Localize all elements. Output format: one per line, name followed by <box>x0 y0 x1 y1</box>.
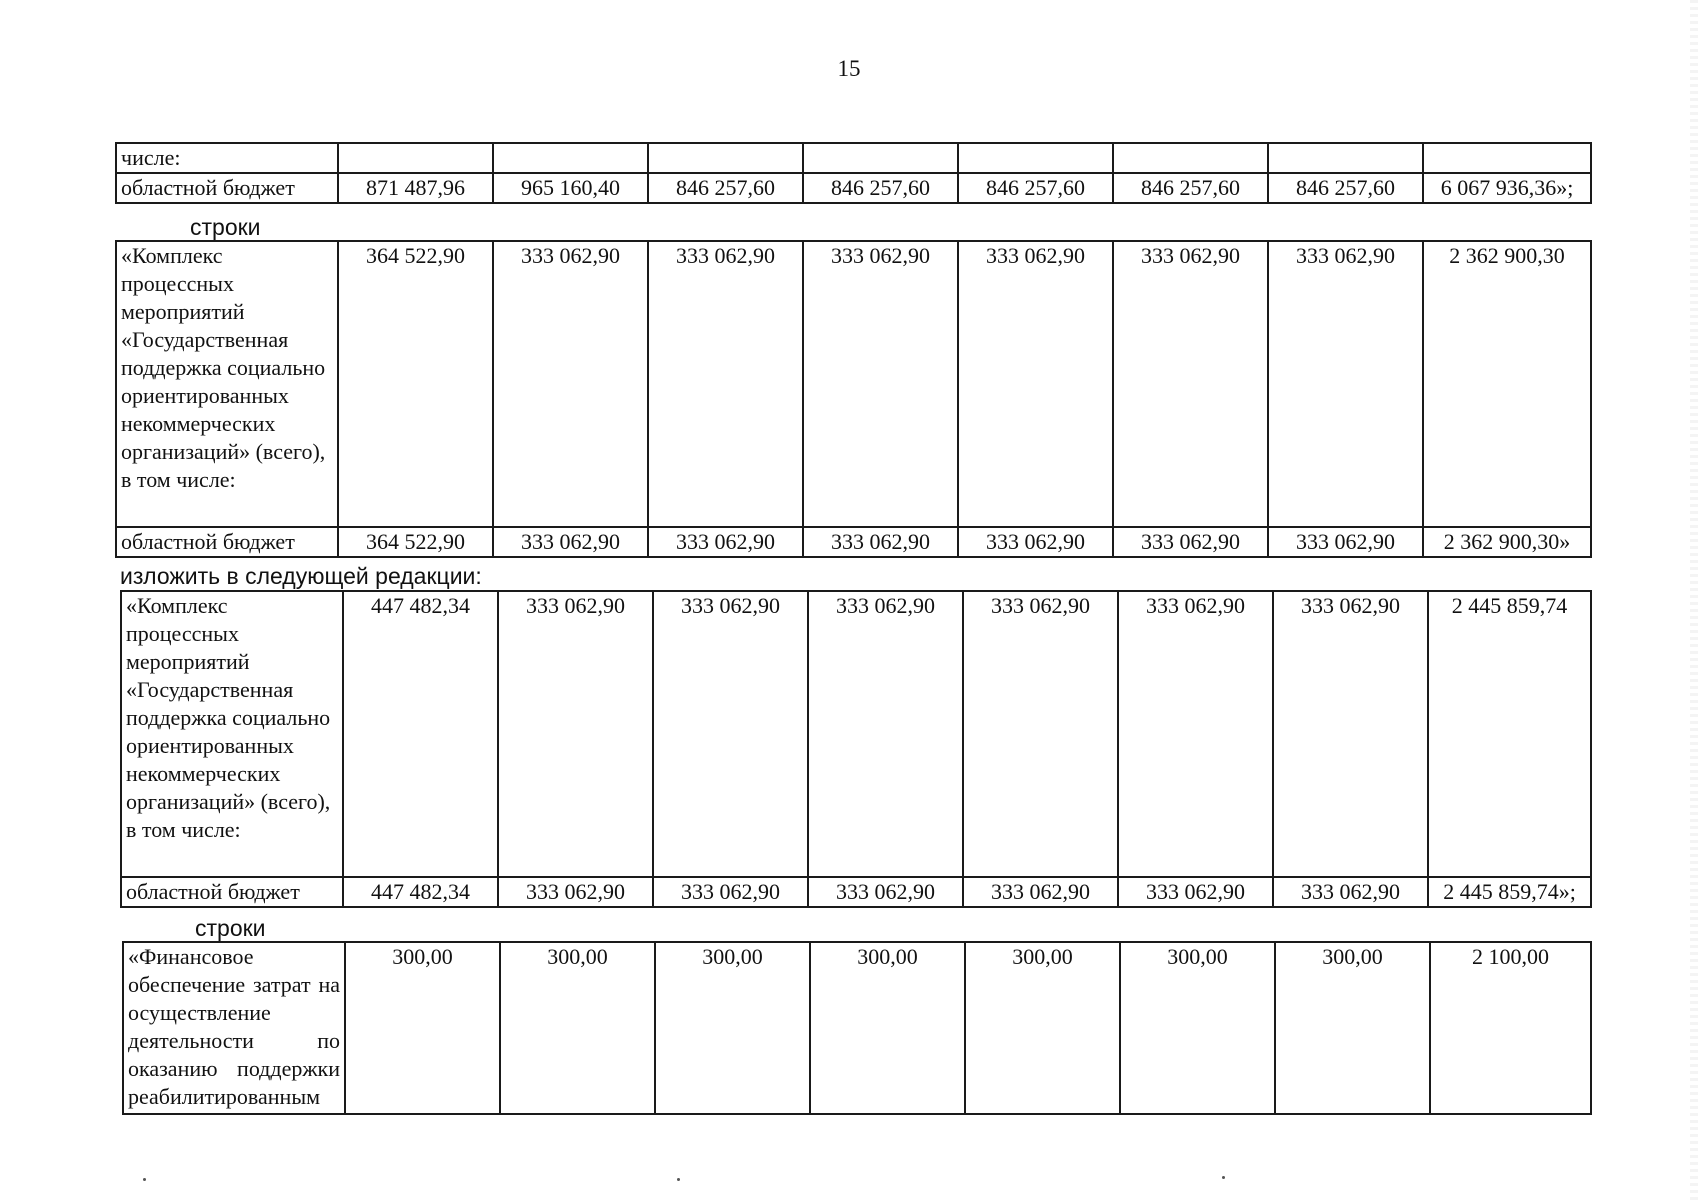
value-cell: 2 445 859,74»; <box>1428 877 1591 907</box>
value-cell: 333 062,90 <box>1273 591 1428 877</box>
page-number: 15 <box>837 56 861 81</box>
value-cell: 2 362 900,30» <box>1423 527 1591 557</box>
value-cell: 333 062,90 <box>653 877 808 907</box>
row-label: областной бюджет <box>116 173 338 203</box>
table-row <box>123 942 1591 1114</box>
table-row <box>121 591 1591 877</box>
value-cell: 333 062,90 <box>1113 527 1268 557</box>
value-cell: 6 067 936,36»; <box>1423 173 1591 203</box>
value-cell: 447 482,34 <box>343 877 498 907</box>
value-cell <box>1113 143 1268 173</box>
value-cell: 364 522,90 <box>338 241 493 527</box>
table-row <box>116 173 1591 203</box>
caption-new-wording: изложить в следующей редакции: <box>120 563 482 589</box>
value-cell: 333 062,90 <box>1268 527 1423 557</box>
value-cell: 300,00 <box>965 942 1120 1114</box>
value-cell <box>1268 143 1423 173</box>
budget-table-continuation <box>115 142 1592 204</box>
value-cell: 333 062,90 <box>648 527 803 557</box>
value-cell: 333 062,90 <box>1268 241 1423 527</box>
value-cell: 300,00 <box>655 942 810 1114</box>
value-cell: 300,00 <box>810 942 965 1114</box>
value-cell: 846 257,60 <box>648 173 803 203</box>
value-cell: 447 482,34 <box>343 591 498 877</box>
row-label: «Комплекс процессных мероприятий «Государственная поддержка социально ориентированных некоммерческих организаций» (всего), в том числе: <box>116 241 338 527</box>
value-cell: 333 062,90 <box>963 591 1118 877</box>
value-cell: 846 257,60 <box>958 173 1113 203</box>
row-label: числе: <box>116 143 338 173</box>
table-row <box>121 877 1591 907</box>
budget-table-old <box>115 240 1592 558</box>
value-cell: 333 062,90 <box>493 527 648 557</box>
scan-speck <box>143 1178 146 1181</box>
value-cell: 333 062,90 <box>963 877 1118 907</box>
value-cell: 333 062,90 <box>498 591 653 877</box>
scan-edge <box>1690 0 1698 1200</box>
value-cell <box>803 143 958 173</box>
row-label: «Комплекс процессных мероприятий «Государственная поддержка социально ориентированных некоммерческих организаций» (всего), в том числе: <box>121 591 343 877</box>
value-cell: 333 062,90 <box>1118 591 1273 877</box>
scan-speck <box>1222 1176 1225 1179</box>
value-cell: 333 062,90 <box>803 241 958 527</box>
value-cell: 300,00 <box>345 942 500 1114</box>
caption-stroki: строки <box>190 214 261 240</box>
row-label: областной бюджет <box>116 527 338 557</box>
table-row <box>116 527 1591 557</box>
value-cell: 300,00 <box>500 942 655 1114</box>
budget-table-financing <box>122 941 1592 1115</box>
value-cell: 333 062,90 <box>493 241 648 527</box>
value-cell <box>1423 143 1591 173</box>
row-label: «Финансовое обеспечение затрат на осуществление деятельности по оказанию поддержки реабилитированным <box>123 942 345 1114</box>
value-cell: 333 062,90 <box>1113 241 1268 527</box>
value-cell <box>338 143 493 173</box>
value-cell: 846 257,60 <box>803 173 958 203</box>
value-cell: 333 062,90 <box>653 591 808 877</box>
table-row <box>116 241 1591 527</box>
value-cell: 333 062,90 <box>498 877 653 907</box>
value-cell: 333 062,90 <box>808 591 963 877</box>
value-cell: 333 062,90 <box>1273 877 1428 907</box>
row-label: областной бюджет <box>121 877 343 907</box>
value-cell: 846 257,60 <box>1113 173 1268 203</box>
value-cell: 300,00 <box>1120 942 1275 1114</box>
table-row <box>116 143 1591 173</box>
value-cell <box>648 143 803 173</box>
value-cell: 333 062,90 <box>808 877 963 907</box>
value-cell: 333 062,90 <box>648 241 803 527</box>
value-cell: 333 062,90 <box>1118 877 1273 907</box>
value-cell: 871 487,96 <box>338 173 493 203</box>
budget-table-new <box>120 590 1592 908</box>
value-cell: 965 160,40 <box>493 173 648 203</box>
value-cell <box>493 143 648 173</box>
value-cell: 2 445 859,74 <box>1428 591 1591 877</box>
value-cell: 846 257,60 <box>1268 173 1423 203</box>
value-cell: 364 522,90 <box>338 527 493 557</box>
scan-speck <box>677 1178 680 1181</box>
value-cell: 333 062,90 <box>958 241 1113 527</box>
value-cell: 300,00 <box>1275 942 1430 1114</box>
value-cell: 333 062,90 <box>958 527 1113 557</box>
caption-stroki: строки <box>195 915 266 941</box>
value-cell: 2 100,00 <box>1430 942 1591 1114</box>
value-cell: 333 062,90 <box>803 527 958 557</box>
value-cell <box>958 143 1113 173</box>
value-cell: 2 362 900,30 <box>1423 241 1591 527</box>
